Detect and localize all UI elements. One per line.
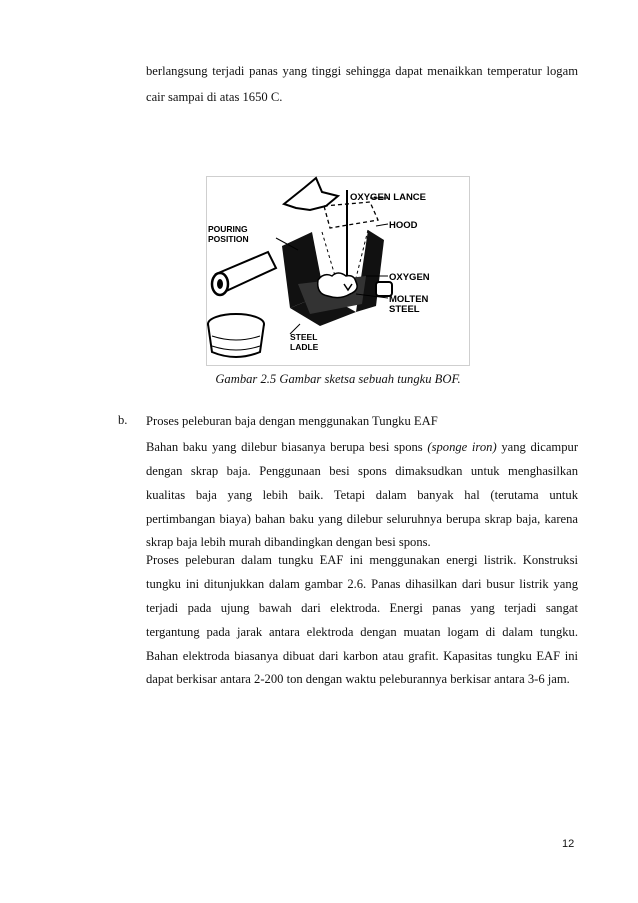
label-molten: MOLTEN <box>389 294 429 305</box>
sponge-iron-term: (sponge iron) <box>427 440 497 454</box>
para1-line-4: pertimbangan biaya) bahan baku yang dilebur seluruhnya berupa skrap baja, karena <box>146 512 578 526</box>
page-number: 12 <box>562 838 575 850</box>
para2-line-1: Proses peleburan dalam tungku EAF ini menggunakan energi listrik. Konstruksi <box>146 553 578 567</box>
label-steel: STEEL <box>389 304 420 315</box>
label-oxygen-lance: OXYGEN LANCE <box>350 192 427 203</box>
para1-line-1-a: Bahan baku yang dilebur biasanya berupa besi spons <box>146 440 423 454</box>
label-pouring: POURING <box>208 224 248 234</box>
para1-line-5: skrap baja lebih murah dibandingkan dengan besi spons. <box>146 535 431 549</box>
para2-line-6: dapat berkisar antara 2-200 ton dengan waktu peleburannya berkisar antara 3-6 jam. <box>146 672 570 686</box>
para2-line-2: tungku ini ditunjukkan dalam gambar 2.6. Panas dihasilkan dari busur listrik yang <box>146 577 578 591</box>
section-heading: Proses peleburan baja dengan menggunakan Tungku EAF <box>146 414 438 428</box>
intro-line-1: berlangsung terjadi panas yang tinggi sehingga dapat menaikkan temperatur logam <box>146 64 578 78</box>
para2-line-3: terjadi pada ujung bawah dari elektroda. Energi panas yang terjadi sangat <box>146 601 578 615</box>
list-marker: b. <box>118 413 128 427</box>
label-oxygen: OXYGEN <box>389 272 430 283</box>
label-ladle: LADLE <box>290 342 319 352</box>
label-ladle-steel: STEEL <box>290 332 318 342</box>
para1-line-2: dengan skrap baja. Penggunaan besi spons dimaksudkan untuk menghasilkan <box>146 464 578 478</box>
para1-line-1 <box>146 439 578 455</box>
intro-line-2: cair sampai di atas 1650 C. <box>146 90 283 104</box>
para2-line-5: Bahan elektroda biasanya dibuat dari karbon atau grafit. Kapasitas tungku EAF ini <box>146 649 578 663</box>
label-hood: HOOD <box>389 220 418 231</box>
bof-furnace-figure <box>206 176 470 366</box>
para1-line-1-b: yang dicampur <box>501 440 579 454</box>
figure-caption: Gambar 2.5 Gambar sketsa sebuah tungku BOF. <box>215 372 461 386</box>
para1-line-3: kualitas baja yang lebih baik. Tetapi dalam banyak hal (terutama untuk <box>146 488 578 502</box>
para2-line-4: tergantung pada jarak antara elektroda dengan muatan logam di dalam tungku. <box>146 625 578 639</box>
label-position: POSITION <box>208 234 249 244</box>
